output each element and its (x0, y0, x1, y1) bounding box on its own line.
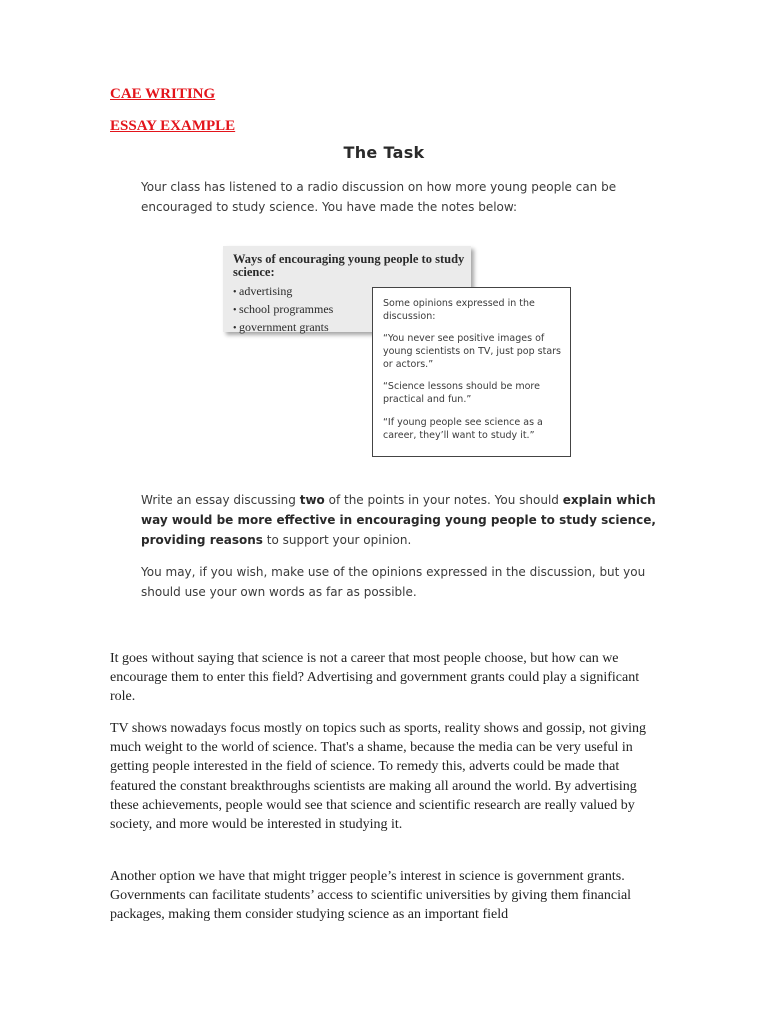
opinion-quote: “You never see positive images of young scientists on TV, just pop stars or actors.” (383, 333, 562, 370)
instruction-text: Write an essay discussing (141, 493, 300, 507)
list-item: • school programmes (233, 301, 333, 319)
list-item: • government grants (233, 319, 333, 337)
instruction-bold: two (299, 493, 325, 507)
notes-list (233, 283, 333, 337)
task-title: The Task (343, 143, 425, 162)
essay-example-heading: ESSAY EXAMPLE (110, 118, 236, 134)
opinion-quote: “Science lessons should be more practical and fun.” (383, 381, 540, 405)
notes-box-title: Ways of encouraging young people to study science: (233, 252, 465, 279)
task-instruction (141, 490, 661, 550)
instruction-text: of the points in your notes. You should (324, 493, 563, 507)
cae-writing-heading: CAE WRITING (110, 86, 216, 102)
opinion-quote: “If young people see science as a career, they’ll want to study it.” (383, 417, 543, 441)
task-note: You may, if you wish, make use of the opinions expressed in the discussion, but you should use your own words as far as possible. (141, 565, 646, 599)
essay-paragraph: Another option we have that might trigger people’s interest in science is government grants. Governments can facilitate students’ access to scientific universities by giving them financial packages, making them consider studying science as an important field (110, 869, 632, 923)
list-item: • advertising (233, 283, 333, 301)
essay-paragraph: TV shows nowadays focus mostly on topics such as sports, reality shows and gossip, not giving much weight to the world of science. That's a shame, because the media can be very useful in getting people interested in the field of science. To remedy this, adverts could be made that featured the constant breakthroughs scientists are making all around the world. By advertising these achievements, people would see that science and scientific research are really valued by society, and more would be interested in studying it. (110, 721, 646, 833)
instruction-bold: explain which way would be more effective in encouraging young people to study science, providing reasons (141, 493, 656, 547)
opinions-box (372, 287, 571, 457)
instruction-text: to support your opinion. (262, 533, 412, 547)
opinions-header: Some opinions expressed in the discussion: (383, 298, 535, 322)
essay-paragraph: It goes without saying that science is not a career that most people choose, but how can we encourage them to enter this field? Advertising and government grants could play a significant role. (110, 651, 640, 705)
task-intro: Your class has listened to a radio discussion on how more young people can be encouraged to study science. You have made the notes below: (141, 180, 617, 214)
